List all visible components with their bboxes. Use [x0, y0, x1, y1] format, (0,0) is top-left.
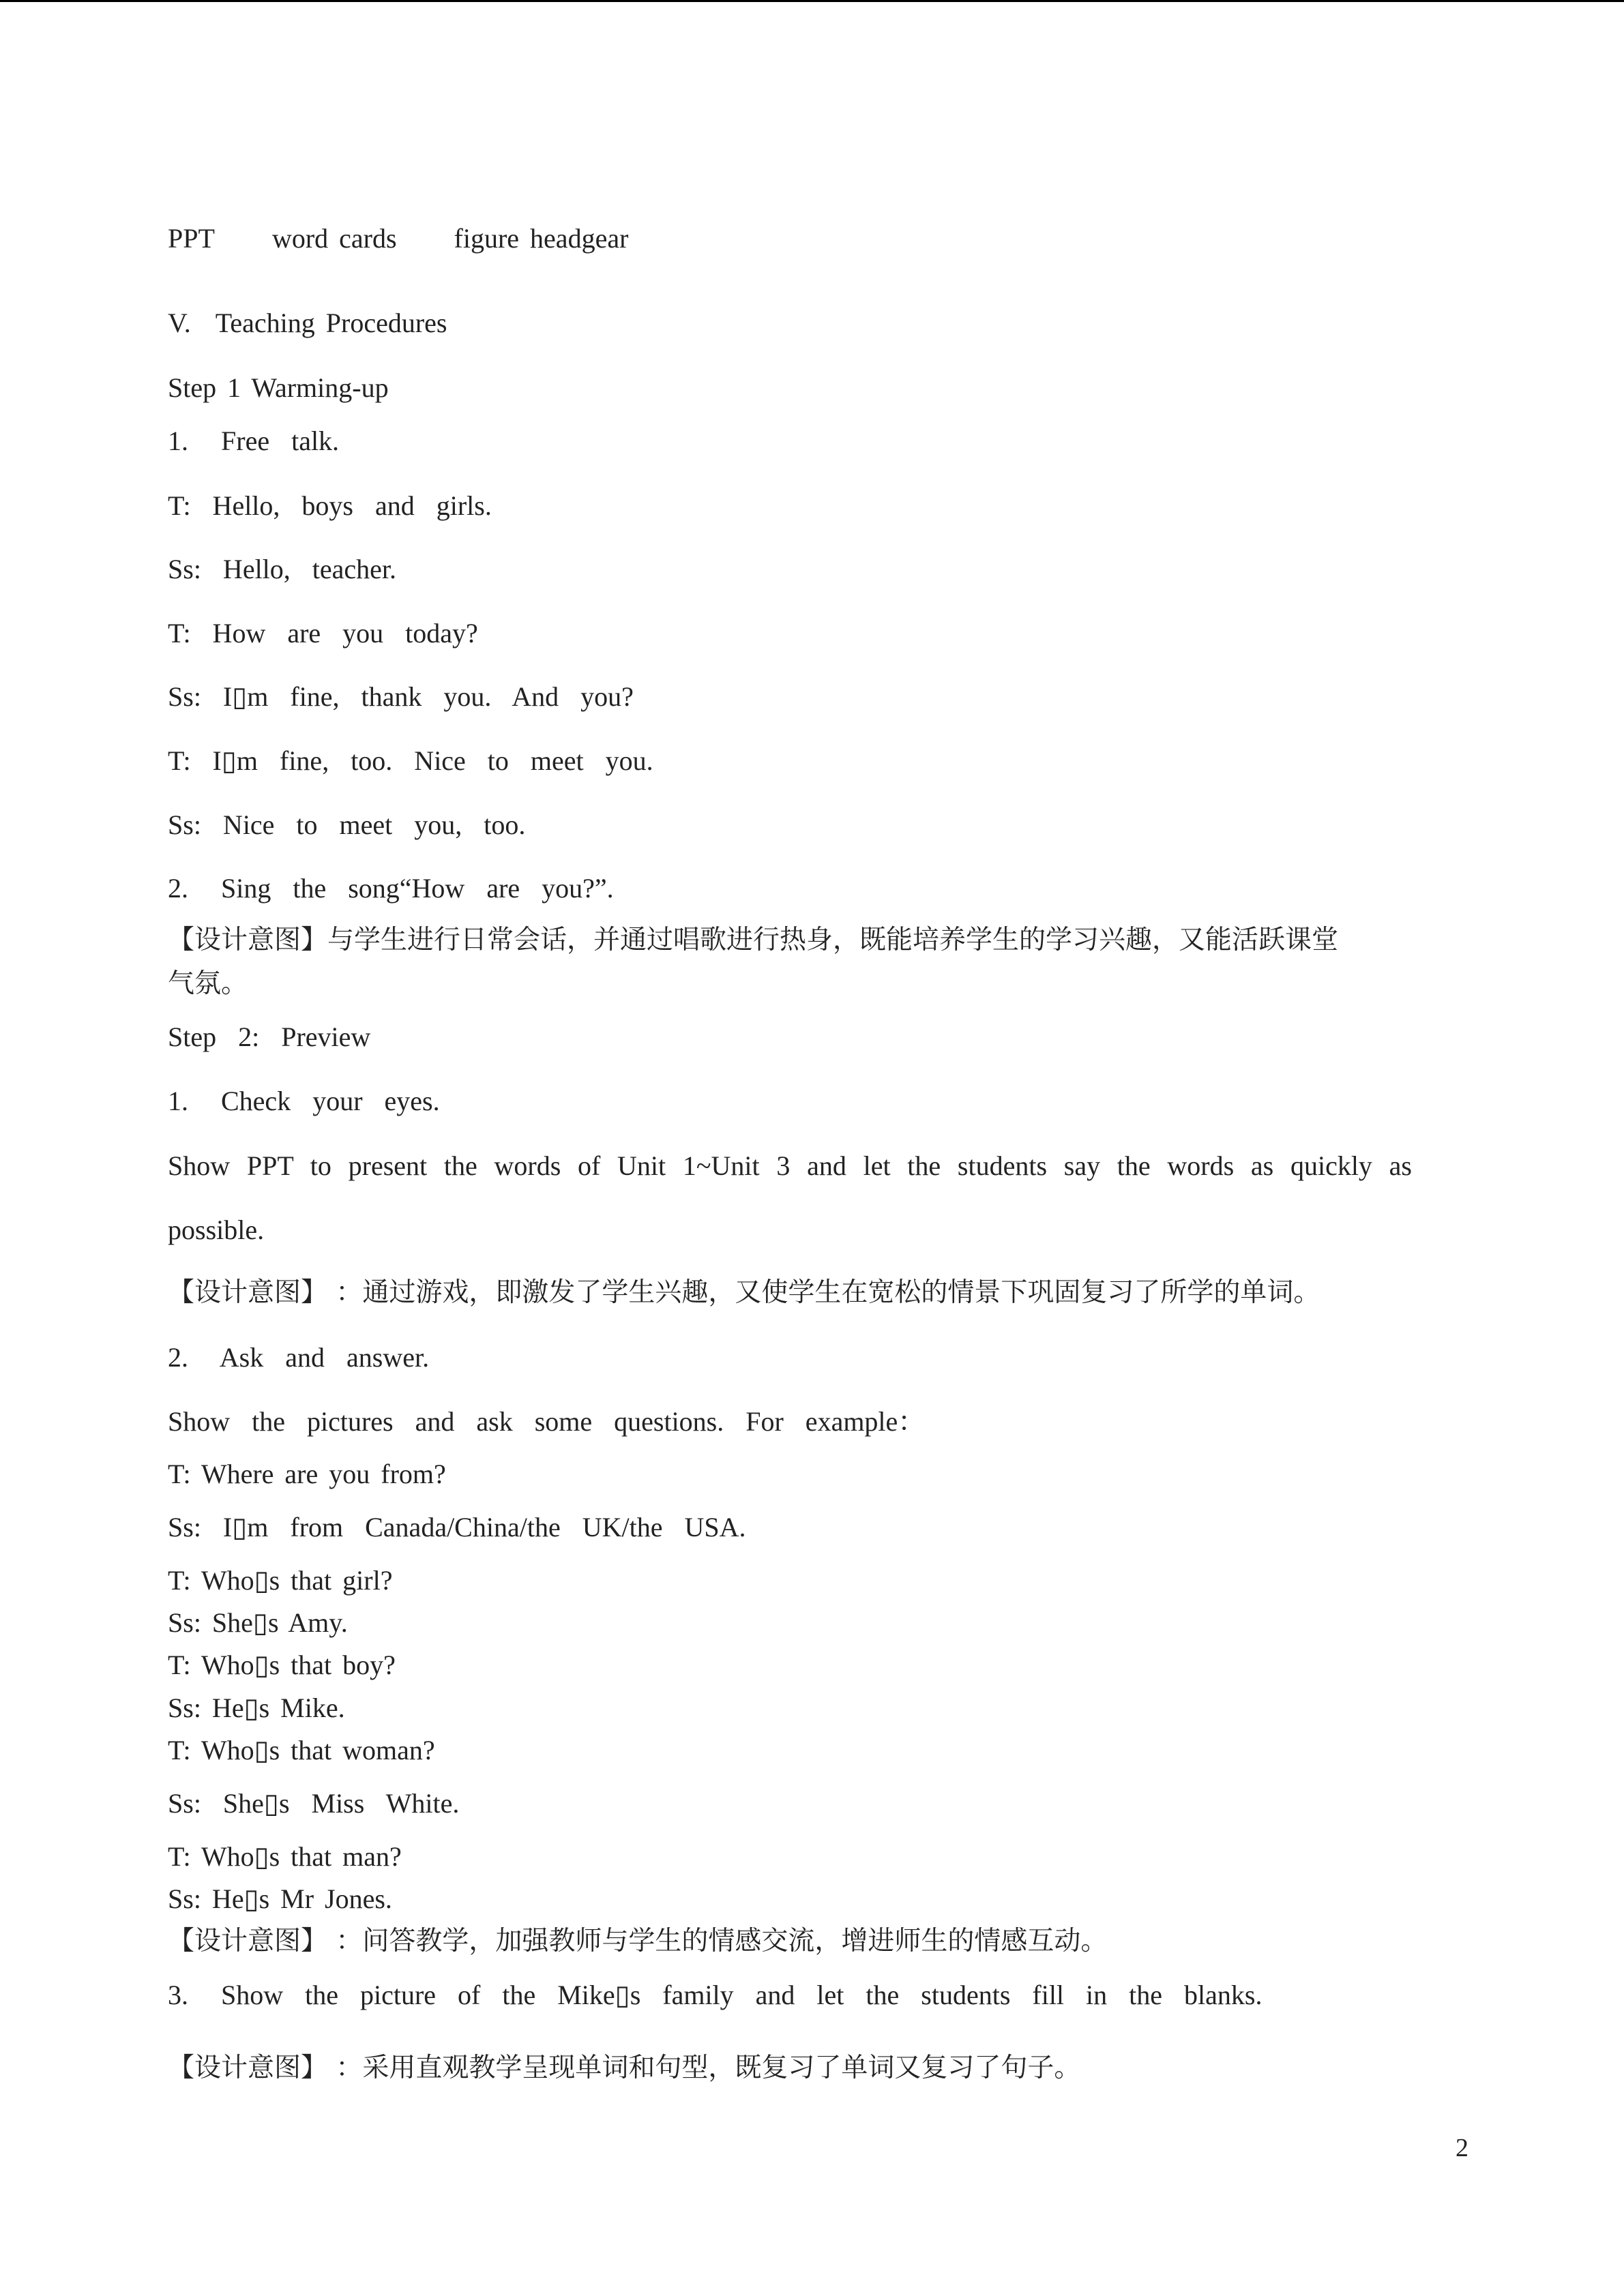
step2-item2-description: Show the pictures and ask some questions. For example： [168, 1406, 926, 1437]
step2-item1-description-cont: possible. [168, 1214, 265, 1245]
qa-line: Ss: She▯s Miss White. [168, 1788, 460, 1819]
page-number: 2 [1456, 2134, 1468, 2162]
step2-item1: 1. Check your eyes. [168, 1086, 440, 1116]
design-intent-qa: 【设计意图】 ：问答教学，加强教师与学生的情感交流，增进师生的情感互动。 [168, 1926, 1108, 1956]
section-number: V. [168, 308, 191, 338]
qa-line: T: Who▯s that woman? [168, 1735, 435, 1765]
qa-line: T: Who▯s that boy? [168, 1650, 396, 1680]
qa-line: Ss: I▯m from Canada/China/the UK/the USA. [168, 1512, 746, 1542]
dialogue-line: T: How are you today? [168, 618, 478, 648]
step1-item2: 2. Sing the song“How are you?”. [168, 873, 614, 904]
qa-line: Ss: He▯s Mike. [168, 1693, 345, 1723]
qa-line: Ss: She▯s Amy. [168, 1607, 348, 1638]
step1-item1: 1. Free talk. [168, 426, 340, 456]
materials-line [168, 222, 628, 255]
dialogue-line: Ss: Nice to meet you, too. [168, 809, 526, 840]
qa-line: Ss: He▯s Mr Jones. [168, 1883, 392, 1914]
qa-line: T: Where are you from? [168, 1459, 446, 1489]
step2-item3: 3. Show the picture of the Mike▯s family and let the students fill in the blanks. [168, 1980, 1263, 2010]
section-title: Teaching Procedures [215, 308, 447, 338]
design-intent-warmup: 【设计意图】与学生进行日常会话，并通过唱歌进行热身，既能培养学生的学习兴趣，又能活跃课堂 [168, 925, 1339, 955]
step1-title: Step 1 Warming-up [168, 372, 389, 403]
design-intent-warmup-cont: 气氛。 [168, 968, 248, 999]
design-intent-preview: 【设计意图】 ：通过游戏，即激发了学生兴趣，又使学生在宽松的情景下巩固复习了所学的单词。 [168, 1277, 1320, 1308]
material-figure-headgear: figure headgear [454, 223, 629, 254]
dialogue-line: Ss: I▯m fine, thank you. And you? [168, 681, 634, 712]
section-heading [168, 307, 447, 340]
qa-line: T: Who▯s that man? [168, 1841, 402, 1872]
material-ppt: PPT [168, 223, 215, 254]
step2-title: Step 2: Preview [168, 1022, 371, 1052]
material-word-cards: word cards [271, 223, 397, 254]
design-intent-picture: 【设计意图】 ：采用直观教学呈现单词和句型，既复习了单词又复习了句子。 [168, 2053, 1081, 2083]
dialogue-line: T: I▯m fine, too. Nice to meet you. [168, 745, 653, 776]
dialogue-line: Ss: Hello, teacher. [168, 554, 397, 584]
step2-item1-description: Show PPT to present the words of Unit 1~Unit 3 and let the students say the words as quickly as [168, 1150, 1412, 1181]
step2-item2: 2. Ask and answer. [168, 1342, 430, 1373]
qa-line: T: Who▯s that girl? [168, 1565, 393, 1596]
dialogue-line: T: Hello, boys and girls. [168, 490, 492, 521]
